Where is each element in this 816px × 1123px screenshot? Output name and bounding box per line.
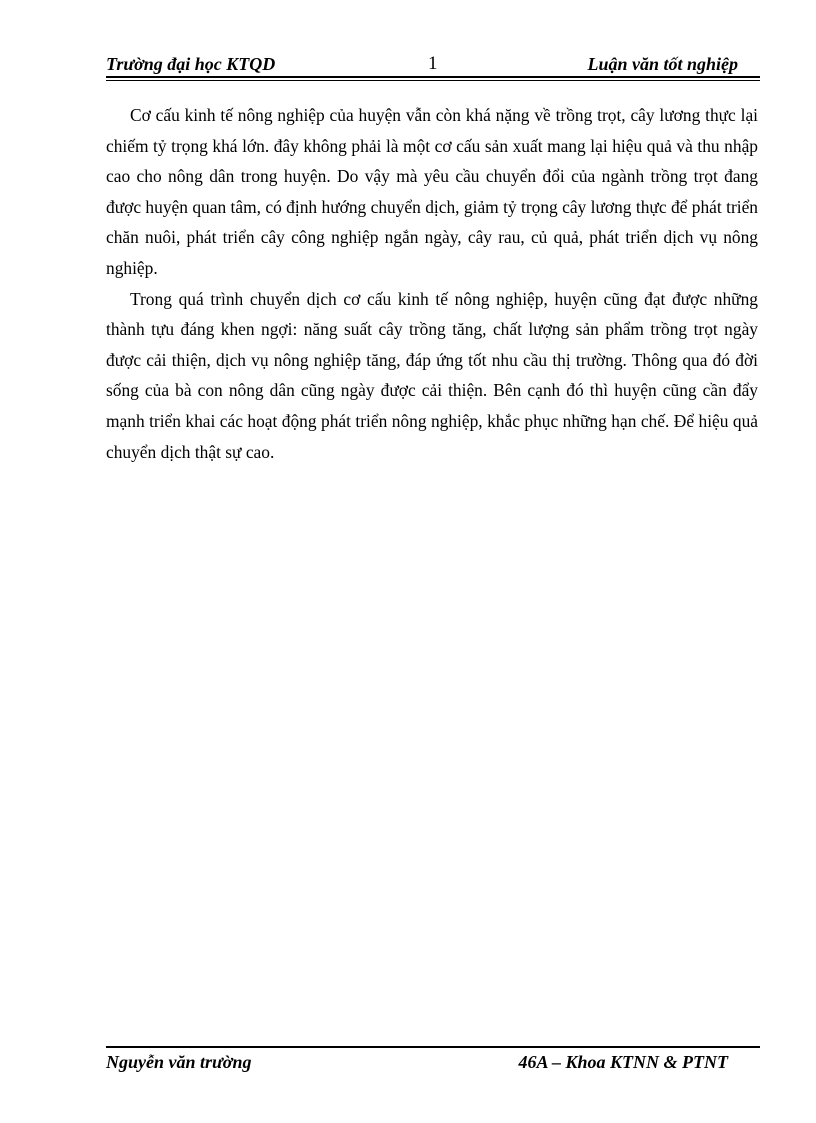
header-divider-thin xyxy=(106,80,760,81)
header-page-number: 1 xyxy=(428,53,438,74)
page-header xyxy=(106,52,760,78)
header-school-name: Trường đại học KTQD xyxy=(106,54,276,74)
footer-divider xyxy=(106,1046,760,1048)
paragraph-1: Cơ cấu kinh tế nông nghiệp của huyện vẫn còn khá nặng về trồng trọt, cây lương thực lại chiếm tỷ trọng khá lớn. đây không phải là một cơ cấu sản xuất mang lại hiệu quả và thu nhập cao cho nông dân trong huyện. Do vậy mà yêu cầu chuyển đổi của ngành trồng trọt đang được huyện quan tâm, có định hướng chuyển dịch, giảm tỷ trọng cây lương thực để phát triển chăn nuôi, phát triển cây công nghiệp ngắn ngày, cây rau, củ quả, phát triển dịch vụ nông nghiệp. xyxy=(106,105,758,278)
page-footer xyxy=(106,1050,760,1076)
footer-class-info: 46A – Khoa KTNN & PTNT xyxy=(518,1052,728,1072)
body-content xyxy=(106,100,758,467)
header-document-type: Luận văn tốt nghiệp xyxy=(587,54,738,74)
header-divider xyxy=(106,76,760,78)
paragraph-2: Trong quá trình chuyển dịch cơ cấu kinh tế nông nghiệp, huyện cũng đạt được những thành tựu đáng khen ngợi: năng suất cây trồng tăng, chất lượng sản phẩm trồng trọt ngày được cải thiện, dịch vụ nông nghiệp tăng, đáp ứng tốt nhu cầu thị trường. Thông qua đó đời sống của bà con nông dân cũng ngày được cải thiện. Bên cạnh đó thì huyện cũng cần đẩy mạnh triển khai các hoạt động phát triển nông nghiệp, khắc phục những hạn chế. Để hiệu quả chuyển dịch thật sự cao. xyxy=(106,288,758,462)
footer-author: Nguyễn văn trường xyxy=(106,1052,252,1072)
